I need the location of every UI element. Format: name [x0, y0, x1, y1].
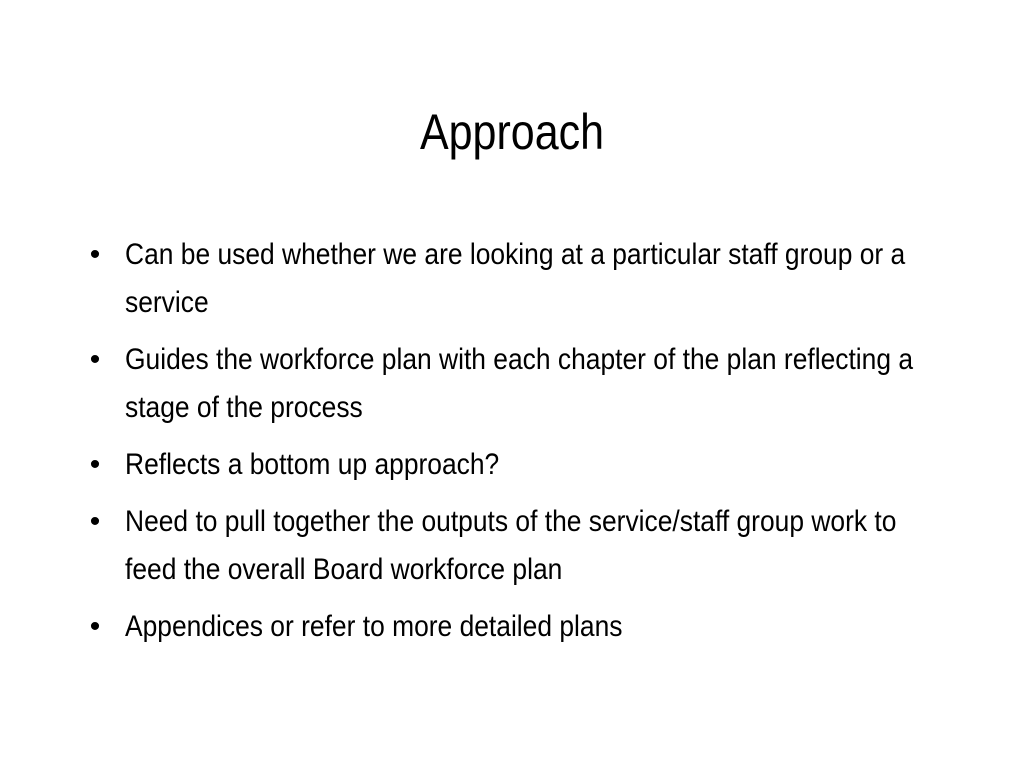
- slide-title: Approach: [419, 104, 605, 160]
- bullet-list: [85, 231, 985, 660]
- bullet-icon: •: [89, 448, 101, 481]
- list-item: [85, 498, 985, 594]
- bullet-icon: •: [89, 505, 101, 538]
- list-item: [85, 441, 985, 489]
- bullet-text: Reflects a bottom up approach?: [125, 448, 500, 481]
- list-item: [85, 603, 985, 651]
- list-item: [85, 231, 985, 327]
- bullet-icon: •: [89, 610, 101, 643]
- bullet-text: Need to pull together the outputs of the service/staff group work to feed the overall Board workforce plan: [125, 505, 897, 586]
- bullet-icon: •: [89, 238, 101, 271]
- bullet-text: Can be used whether we are looking at a particular staff group or a service: [125, 238, 906, 319]
- bullet-text: Appendices or refer to more detailed plans: [125, 610, 623, 643]
- bullet-icon: •: [89, 343, 101, 376]
- list-item: [85, 336, 985, 432]
- bullet-text: Guides the workforce plan with each chapter of the plan reflecting a stage of the process: [125, 343, 914, 424]
